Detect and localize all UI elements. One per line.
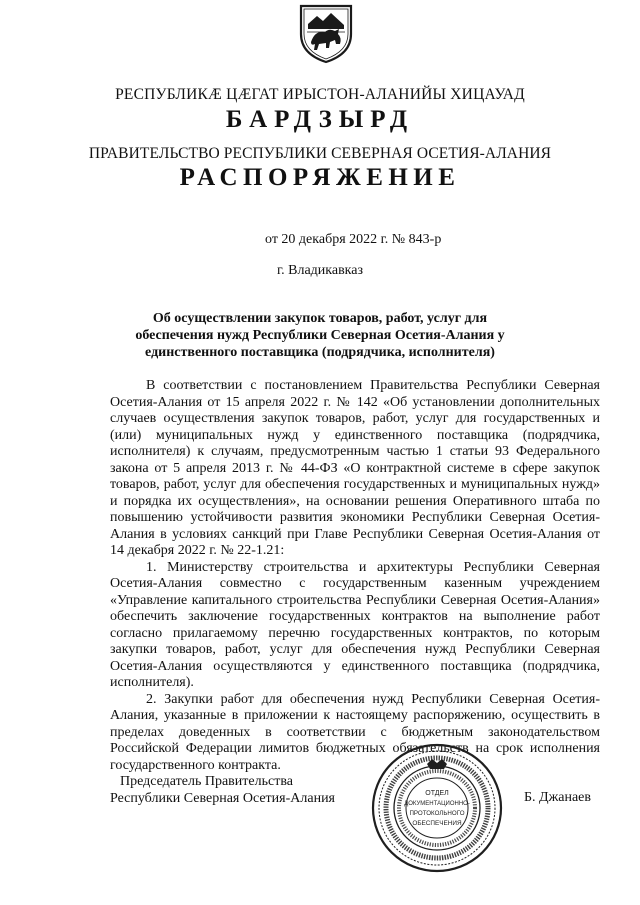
city: г. Владикавказ xyxy=(276,263,364,278)
ossetian-header: РЕСПУБЛИКӔ ЦӔГАТ ИРЫСТОН-АЛАНИЙЫ ХИЦАУАД xyxy=(115,86,525,103)
signatory-role xyxy=(110,773,335,807)
stamp-text-line-4: ОБЕСПЕЧЕНИЯ xyxy=(412,820,462,827)
signatory-role-line-2: Республики Северная Осетия-Алания xyxy=(110,791,335,806)
document-title: Об осуществлении закупок товаров, работ, услуг для обеспечения нужд Республики Северная Осетия-Алания у единственного поставщика (подрядчика, исполнителя) xyxy=(135,311,505,360)
bardzyrd-heading: БАРДЗЫРД xyxy=(225,106,415,133)
item-2-paragraph: 2. Закупки работ для обеспечения нужд Республики Северная Осетия-Алания, указанные в приложении к настоящему распоряжению, осуществить в пределах доведенных в соответствии с бюджетным законодательством Российской Федерации лимитов бюджетных обязательств на срок исполнения государственного контракта. xyxy=(110,691,600,773)
signatory-role-line-1: Председатель Правительства xyxy=(120,774,293,789)
government-header: ПРАВИТЕЛЬСТВО РЕСПУБЛИКИ СЕВЕРНАЯ ОСЕТИЯ-АЛАНИЯ xyxy=(88,145,552,162)
stamp-text-line-3: ПРОТОКОЛЬНОГО xyxy=(409,810,465,817)
document-body xyxy=(110,378,600,774)
document-type-heading: РАСПОРЯЖЕНИЕ xyxy=(179,164,461,191)
date-number: от 20 декабря 2022 г. № 843-р xyxy=(265,232,442,247)
signatory-name: Б. Джанаев xyxy=(524,790,592,805)
coat-of-arms-icon xyxy=(295,4,357,64)
preamble-paragraph: В соответствии с постановлением Правительства Республики Северная Осетия-Алания от 15 апреля 2022 г. № 142 «Об установлении дополнительных случаев осуществления закупок товаров, работ, услуг для государственных и (или) муниципальных нужд у единственного поставщика (подрядчика, исполнителя) к случаям, предусмотренным частью 1 статьи 93 Федерального закона от 5 апреля 2013 г. № 44-ФЗ «О контрактной системе в сфере закупок товаров, работ, услуг для обеспечения государственных и муниципальных нужд» и порядка их осуществления», на основании решения Оперативного штаба по повышению устойчивости развития экономики Республики Северная Осетия-Алания в условиях санкций при Главе Республики Северная Осетия-Алания от 14 декабря 2022 г. № 22-1.21: xyxy=(110,378,600,558)
stamp-text-line-2: ДОКУМЕНТАЦИОННО- xyxy=(404,801,470,807)
official-seal-stamp xyxy=(370,742,505,875)
stamp-text-line-1: ОТДЕЛ xyxy=(425,790,449,797)
item-1-paragraph: 1. Министерству строительства и архитектуры Республики Северная Осетия-Алания совместно с государственным казенным учреждением «Управление капитального строительства Республики Северная Осетия-Алания» обеспечить заключение государственных контрактов на выполнение работ согласно прилагаемому перечню государственных контрактов, по которым закупки товаров, работ, услуг для обеспечения нужд Республики Северная Осетия-Алания осуществляются у единственного поставщика (подрядчика, исполнителя). xyxy=(110,559,600,690)
